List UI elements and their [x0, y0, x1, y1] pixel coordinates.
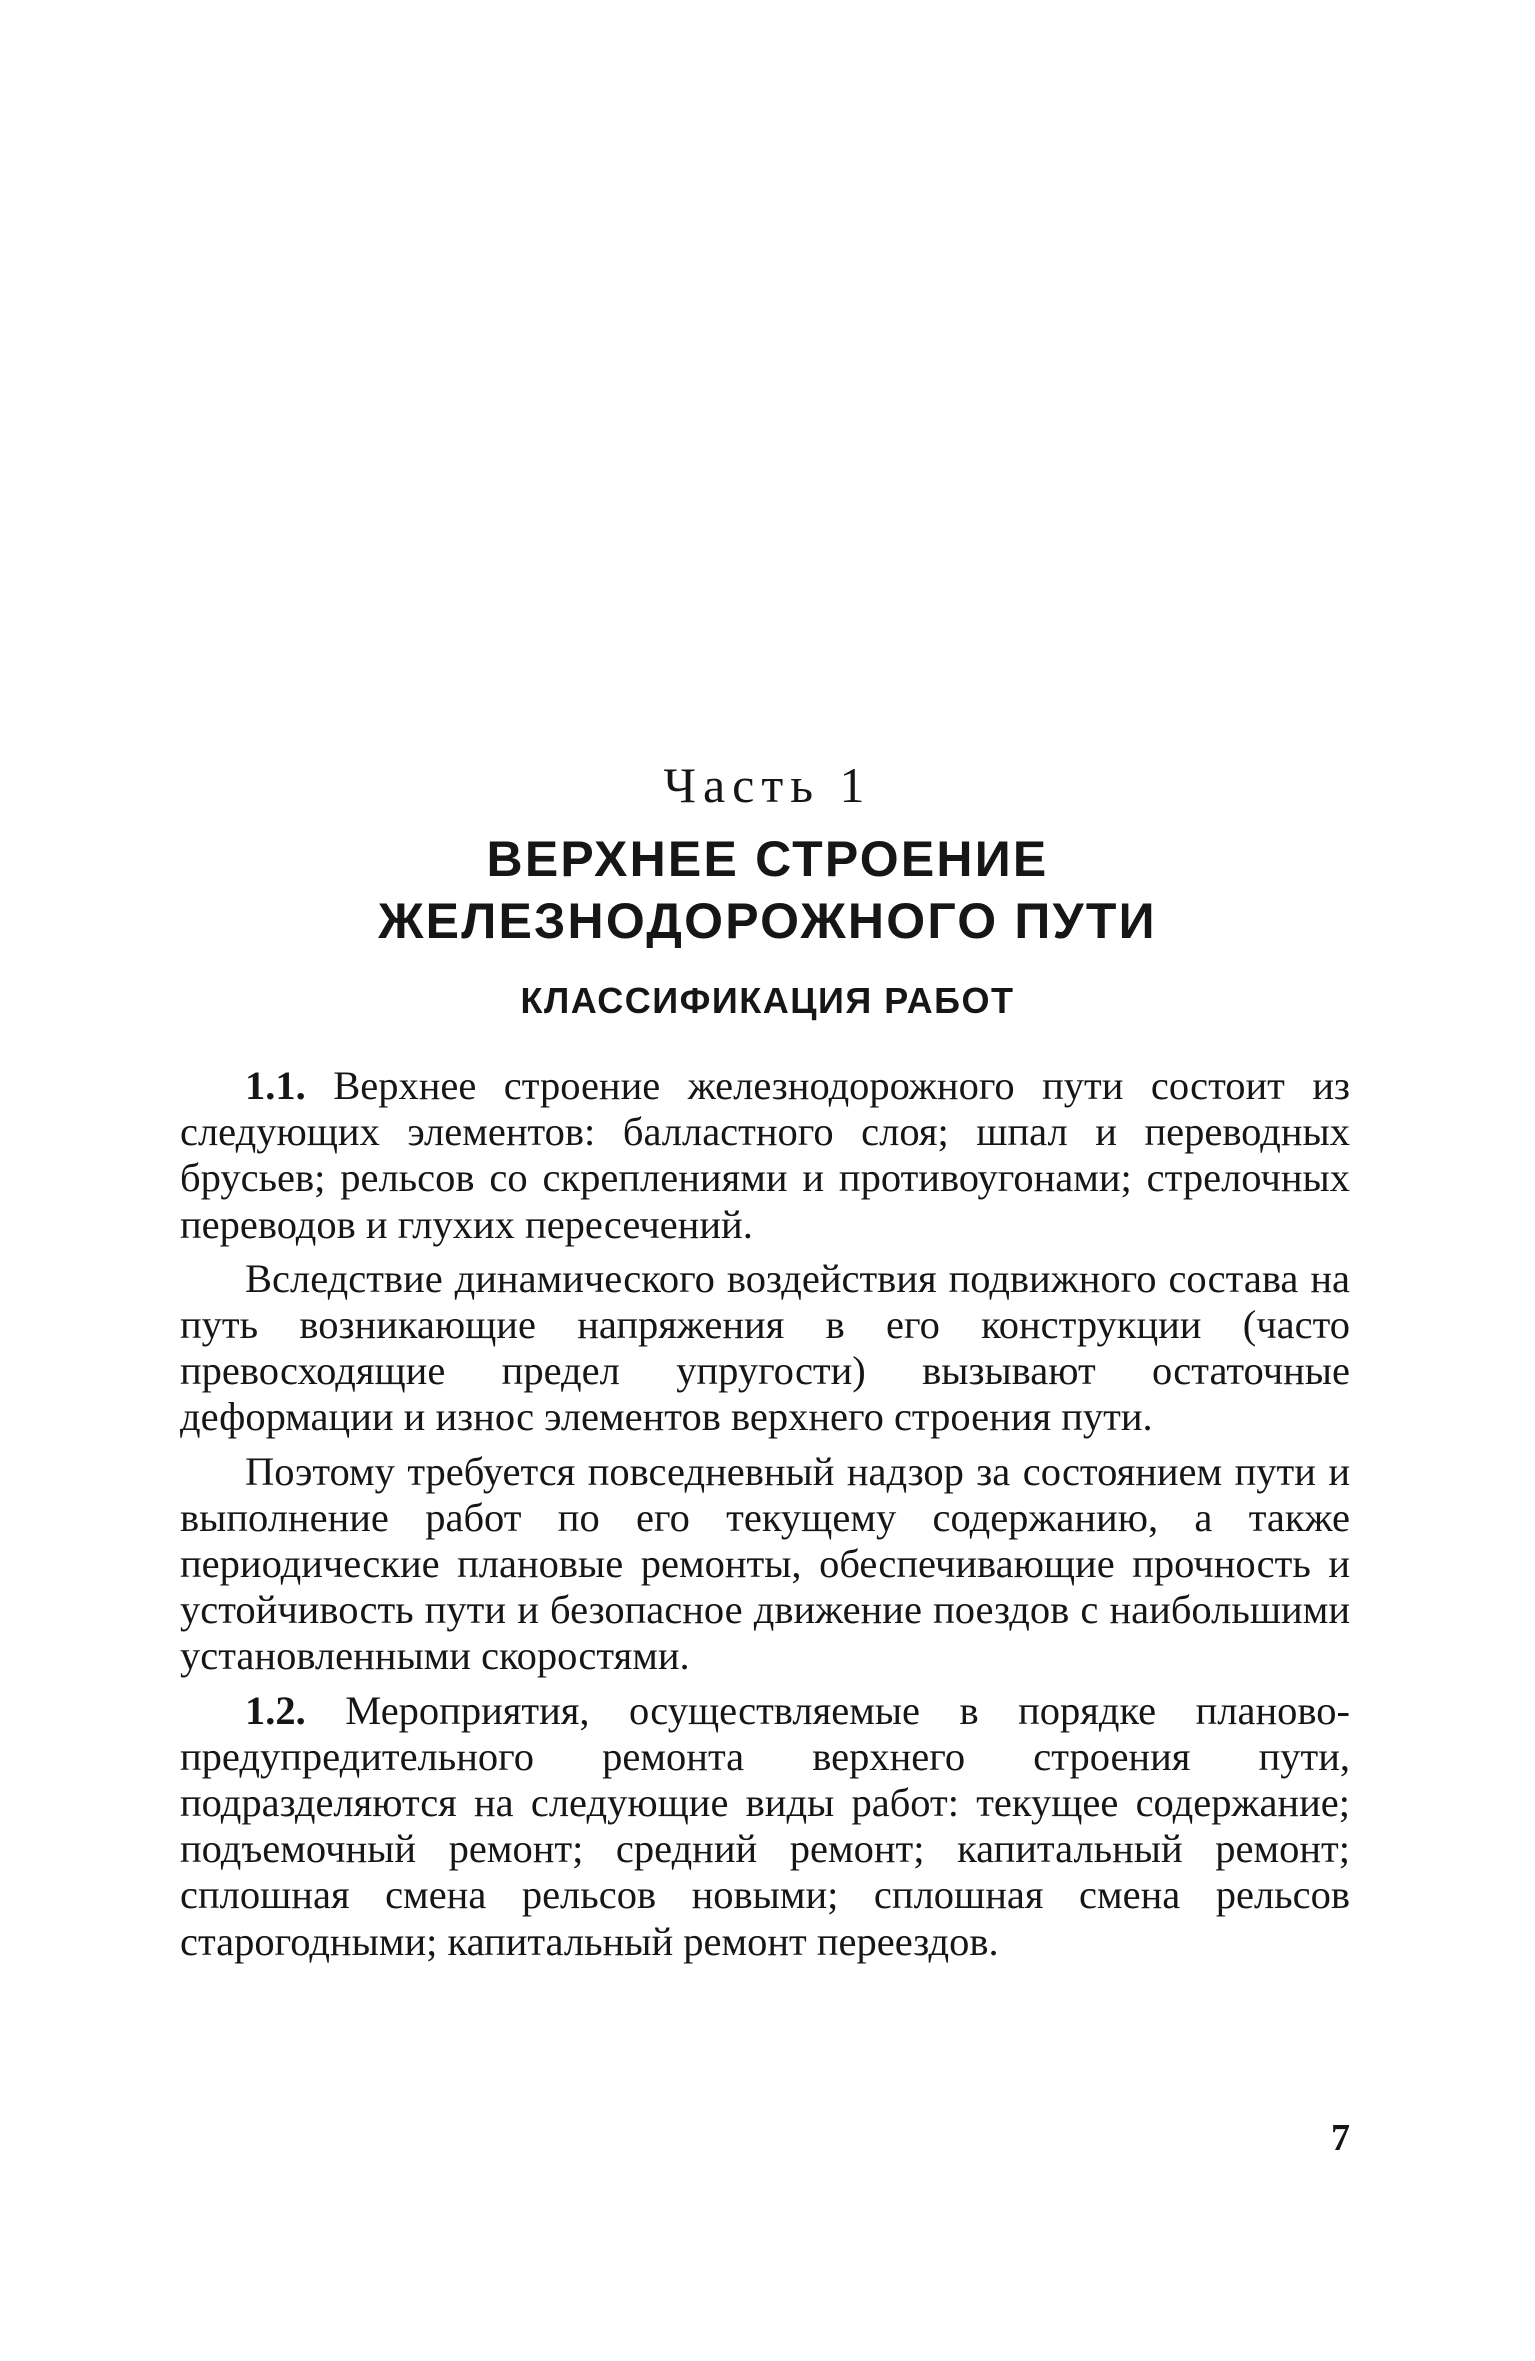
paragraph-1-1 — [180, 1063, 1350, 1248]
paragraph-maintenance — [180, 1449, 1350, 1680]
body-text — [180, 1063, 1350, 1973]
paragraph-text: Вследствие динамического воздействия подвижного состава на путь возникающие напряжения в его конструкции (часто превосходящие предел упругости) вызывают остаточные деформации и износ элементов верхнего строения пути. — [180, 1255, 1350, 1440]
paragraph-text: Поэтому требуется повседневный надзор за состоянием пути и выполнение работ по его текущему содержанию, а также периодические плановые ремонты, обеспечивающие прочность и устойчивость пути и безопасное движение поездов с наибольшими установленными скоростями. — [180, 1448, 1350, 1679]
page-number: 7 — [1331, 2117, 1350, 2159]
part-label: Часть 1 — [663, 757, 872, 813]
part-title: ВЕРХНЕЕ СТРОЕНИЕ ЖЕЛЕЗНОДОРОЖНОГО ПУТИ — [378, 831, 1157, 949]
paragraph-1-2 — [180, 1688, 1350, 1965]
paragraph-text: Верхнее строение железнодорожного пути состоит из следующих элементов: балластного слоя; шпал и переводных брусьев; рельсов со скреплениями и противоугонами; стрелочных переводов и глухих пересечений. — [180, 1063, 1351, 1247]
paragraph-number: 1.1. — [245, 1063, 306, 1108]
paragraph-text: Мероприятия, осуществляемые в порядке планово-предупредительного ремонта верхнего строения пути, подразделяются на следующие виды работ: текущее содержание; подъемочный ремонт; средний ремонт; капитальный ремонт; сплошная смена рельсов новыми; сплошная смена рельсов старогодными; капитальный ремонт переездов. — [180, 1687, 1350, 1964]
paragraph-deformation — [180, 1256, 1350, 1441]
paragraph-number: 1.2. — [245, 1687, 306, 1733]
section-heading: КЛАССИФИКАЦИЯ РАБОТ — [520, 980, 1015, 1021]
